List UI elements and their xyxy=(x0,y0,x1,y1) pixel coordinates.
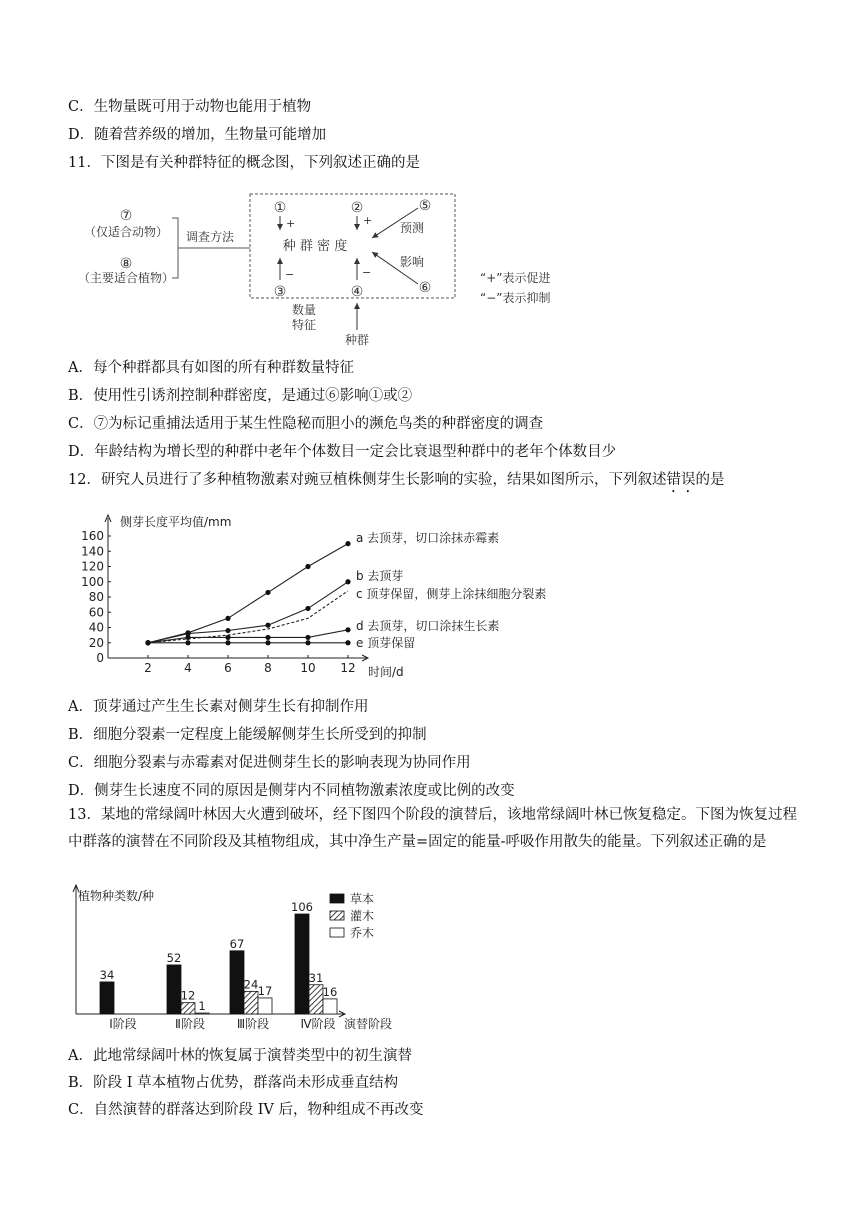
label-4: ④ xyxy=(350,284,364,300)
data-point xyxy=(265,623,270,628)
legend-swatch xyxy=(330,911,344,920)
bar-草本 xyxy=(100,982,114,1014)
survey-method-label: 调查方法 xyxy=(186,230,235,244)
label-7-note: （仅适合动物） xyxy=(83,225,169,239)
y-tick-label: 120 xyxy=(81,559,104,574)
y-tick-label: 100 xyxy=(81,574,104,589)
data-point xyxy=(305,564,310,569)
y-tick-label: 20 xyxy=(88,635,104,650)
y-tick-label: 60 xyxy=(88,605,104,620)
series-label-1: a 去顶芽，切口涂抹赤霉素 xyxy=(356,531,500,545)
q13-option-b: B．阶段 I 草本植物占优势，群落尚未形成垂直结构 xyxy=(68,1075,399,1091)
legend-plus: “+”表示促进 xyxy=(480,271,551,285)
label-7: ⑦ xyxy=(119,208,133,224)
bar-value-label: 52 xyxy=(166,950,182,965)
data-point xyxy=(345,579,350,584)
category-label: Ⅲ阶段 xyxy=(236,1017,270,1031)
x-axis-label: 时间/d xyxy=(368,665,404,679)
q12-option-a: A．顶芽通过产生生长素对侧芽生长有抑制作用 xyxy=(68,699,369,715)
q11-option-c: C．⑦为标记重捕法适用于某生性隐秘而胆小的濒危鸟类的种群密度的调查 xyxy=(68,416,544,432)
data-point xyxy=(265,640,270,645)
x-tick-label: 6 xyxy=(224,661,232,675)
data-point xyxy=(145,640,150,645)
x-tick-label: 4 xyxy=(184,661,192,675)
y-tick-label: 160 xyxy=(81,529,104,543)
category-label: Ⅱ阶段 xyxy=(175,1017,205,1031)
svg-text:−: − xyxy=(285,268,295,281)
data-point xyxy=(345,627,350,632)
x-tick-label: 8 xyxy=(264,661,272,675)
bar-草本 xyxy=(230,951,244,1014)
emphasis-word: 错误 xyxy=(666,472,696,488)
legend-swatch xyxy=(330,894,344,903)
legend-label: 乔木 xyxy=(350,926,375,940)
data-point xyxy=(185,635,190,640)
category-label: Ⅰ阶段 xyxy=(109,1017,137,1031)
label-1: ① xyxy=(273,200,287,216)
bar-灌木 xyxy=(309,985,323,1014)
x-axis-label: 演替阶段 xyxy=(344,1017,393,1031)
q11-option-d: D．年龄结构为增长型的种群中老年个体数目一定会比衰退型种群中的老年个体数目少 xyxy=(68,444,617,460)
data-point xyxy=(305,606,310,611)
data-point xyxy=(305,640,310,645)
bar-value-label: 106 xyxy=(291,900,313,914)
legend-label: 草本 xyxy=(350,892,375,906)
label-2: ② xyxy=(350,200,364,216)
bar-value-label: 1 xyxy=(198,999,206,1014)
density-label: 种 群 密 度 xyxy=(282,239,348,254)
svg-text:+: + xyxy=(286,217,296,230)
influence-label: 影响 xyxy=(400,255,425,269)
legend-minus: “−”表示抑制 xyxy=(480,291,551,305)
legend-label: 灌木 xyxy=(350,909,375,923)
data-point xyxy=(265,590,270,595)
q12-stem: 12．研究人员进行了多种植物激素对豌豆植株侧芽生长影响的实验，结果如图所示，下列叙述错误的是 xyxy=(68,472,725,488)
bar-乔木 xyxy=(258,998,272,1014)
category-label: Ⅳ阶段 xyxy=(300,1017,336,1031)
series-label-5: e 顶芽保留 xyxy=(356,636,416,650)
q12-option-d: D．侧芽生长速度不同的原因是侧芽内不同植物激素浓度或比例的改变 xyxy=(68,783,515,799)
species-bar-chart xyxy=(0,880,860,1040)
q12-option-b: B．细胞分裂素一定程度上能缓解侧芽生长所受到的抑制 xyxy=(68,727,427,743)
bar-灌木 xyxy=(244,991,258,1014)
x-tick-label: 2 xyxy=(144,661,152,675)
bar-value-label: 24 xyxy=(243,977,259,992)
y-tick-label: 40 xyxy=(88,620,104,635)
svg-text:−: − xyxy=(362,266,372,279)
population-concept-diagram xyxy=(0,180,860,350)
population-label: 种群 xyxy=(344,333,370,347)
brace xyxy=(172,218,178,278)
q13-option-a: A．此地常绿阔叶林的恢复属于演替类型中的初生演替 xyxy=(68,1048,412,1064)
data-point xyxy=(225,640,230,645)
series-label-4: d 去顶芽，切口涂抹生长素 xyxy=(356,619,500,633)
data-point xyxy=(345,541,350,546)
y-axis-label: 侧芽长度平均值/mm xyxy=(120,515,232,529)
x-tick-label: 12 xyxy=(340,661,356,675)
series-label-3: c 顶芽保留，侧芽上涂抹细胞分裂素 xyxy=(356,587,547,601)
quantity-label: 数量 xyxy=(292,303,317,317)
x-tick-label: 10 xyxy=(300,661,316,675)
q11-stem: 11．下图是有关种群特征的概念图，下列叙述正确的是 xyxy=(68,155,420,171)
bar-value-label: 17 xyxy=(257,983,273,998)
y-axis-label: 植物种类数/种 xyxy=(78,889,155,903)
predict-label: 预测 xyxy=(400,221,425,235)
data-point xyxy=(345,640,350,645)
bar-value-label: 12 xyxy=(180,988,196,1003)
q11-option-b: B．使用性引诱剂控制种群密度，是通过⑥影响①或② xyxy=(68,388,413,404)
quantity-label-2: 特征 xyxy=(292,318,317,332)
q11-option-a: A．每个种群都具有如图的所有种群数量特征 xyxy=(68,360,354,376)
data-point xyxy=(185,640,190,645)
label-3: ③ xyxy=(273,284,287,300)
bud-length-line-chart xyxy=(0,512,860,682)
data-point xyxy=(305,635,310,640)
q12-option-c: C．细胞分裂素与赤霉素对促进侧芽生长的影响表现为协同作用 xyxy=(68,755,471,771)
data-point xyxy=(225,635,230,640)
option-d-prev: D．随着营养级的增加，生物量可能增加 xyxy=(68,127,327,143)
bar-value-label: 34 xyxy=(99,967,115,982)
q13-option-c: C．自然演替的群落达到阶段 IV 后，物种组成不再改变 xyxy=(68,1102,424,1118)
y-tick-label: 80 xyxy=(88,590,104,604)
svg-text:+: + xyxy=(363,214,373,227)
y-tick-label: 140 xyxy=(81,544,104,559)
bar-乔木 xyxy=(195,1013,209,1014)
legend-swatch xyxy=(330,928,344,937)
series-line-2 xyxy=(148,582,348,643)
q13-stem: 13．某地的常绿阔叶林因大火遭到破坏，经下图四个阶段的演替后，该地常绿阔叶林已恢复稳定。下图为恢复过程中群落的演替在不同阶段及其植物组成，其中净生产量=固定的能量-呼吸作用散失的能量。下列叙述正确的是 xyxy=(68,807,797,850)
bar-草本 xyxy=(167,965,181,1014)
label-5: ⑤ xyxy=(418,198,432,214)
series-label-2: b 去顶芽 xyxy=(356,569,404,583)
data-point xyxy=(225,616,230,621)
y-tick-label: 0 xyxy=(96,651,104,665)
label-6: ⑥ xyxy=(418,280,432,296)
bar-value-label: 67 xyxy=(229,936,245,951)
option-c-prev: C．生物量既可用于动物也能用于植物 xyxy=(68,99,312,115)
data-point xyxy=(225,628,230,633)
label-8-note: （主要适合植物） xyxy=(77,271,175,285)
bar-草本 xyxy=(295,914,309,1014)
bar-value-label: 16 xyxy=(322,984,338,999)
bar-value-label: 31 xyxy=(308,970,324,985)
data-point xyxy=(265,635,270,640)
bar-灌木 xyxy=(181,1003,195,1014)
bar-乔木 xyxy=(323,999,337,1014)
label-8: ⑧ xyxy=(119,256,133,272)
